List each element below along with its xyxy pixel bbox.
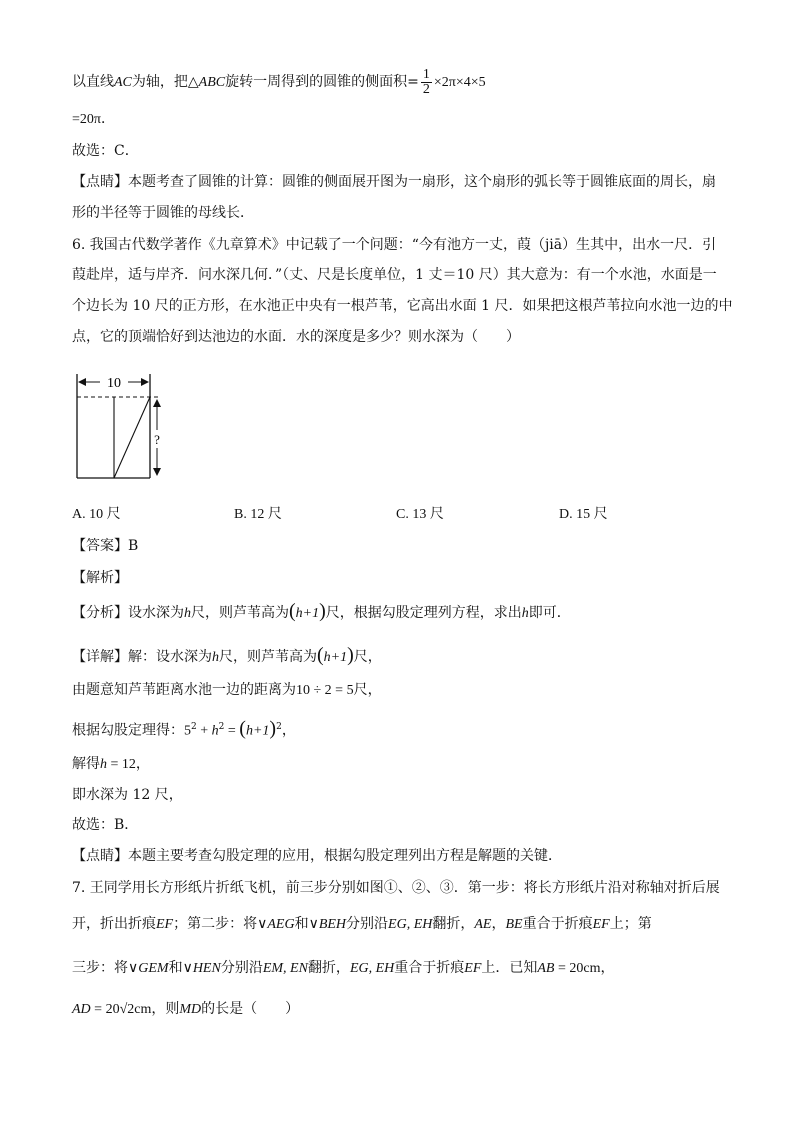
fraction-numerator: 1	[422, 66, 430, 82]
var-h: h	[521, 606, 529, 621]
var-h: h	[100, 757, 107, 772]
q6-xiangjie	[72, 641, 382, 672]
q7-line-3	[72, 958, 614, 979]
q5-line-2: =20π．	[72, 112, 115, 127]
var-hen: ∨HEN	[182, 961, 221, 976]
q6-fenxi	[72, 597, 571, 628]
q7-text: 上；第	[609, 916, 652, 932]
q7-text: 分别沿	[346, 916, 389, 932]
q7-line-1: 7. 王同学用长方形纸片折纸飞机，前三步分别如图①、②、③．第一步：将长方形纸片沿对称轴对折后展	[72, 880, 720, 896]
var-ef: EF	[464, 961, 482, 976]
option-b: B. 12 尺	[234, 507, 282, 522]
reed-pulled	[114, 397, 150, 478]
q7-text: 重合于折痕	[522, 916, 593, 932]
pyth-exp: 2	[191, 722, 197, 732]
paren-open: (	[317, 644, 324, 666]
var-eg-eh: EG, EH	[349, 961, 395, 976]
q7-text: 和	[294, 916, 309, 932]
comment-text: 本题主要考查勾股定理的应用，根据勾股定理列出方程是解题的关键．	[128, 848, 562, 864]
pyth-text: ，	[281, 722, 296, 739]
pyth-exp: 2	[218, 722, 225, 732]
xiangjie-text: 解：设水深为	[128, 649, 212, 665]
q7-text: 三步：将	[72, 960, 128, 976]
q5-line-1	[72, 64, 486, 101]
var-aeg: ∨AEG	[257, 917, 295, 932]
q7-text: 重合于折痕	[394, 960, 465, 976]
q5-text: 旋转一周得到的圆锥的侧面积=	[225, 74, 419, 90]
q6-analysis-tag: 【解析】	[72, 570, 128, 586]
paren-close: )	[347, 644, 354, 666]
q6-line-3: 个边长为 10 尺的正方形，在水池正中央有一根芦苇，它高出水面 1 尺．如果把这根芦苇拉向水池一边的中	[72, 298, 733, 314]
q7-value: = 20cm，	[554, 961, 615, 976]
distance-expr: 10 ÷ 2 = 5	[296, 683, 354, 698]
q6-solve	[72, 754, 150, 775]
q6-comment	[72, 846, 562, 866]
width-label: 10	[107, 376, 121, 391]
var-ae: AE	[474, 917, 492, 932]
q7-text: ，则	[151, 1001, 180, 1017]
pyth-text: 根据勾股定理得：	[72, 722, 184, 739]
pyth-exp: 2	[276, 722, 282, 732]
q5-expr: ×2π×4×5	[433, 75, 486, 90]
q7-text: 翻折，	[432, 916, 475, 932]
pyth-5: 5	[184, 723, 191, 739]
pyth-op: =	[224, 723, 240, 739]
comment-text: 本题考查了圆锥的计算：圆锥的侧面展开图为一扇形，这个扇形的弧长等于圆锥底面的周长，扇	[128, 174, 716, 190]
q6-line-2: 葭赴岸，适与岸齐．问水深几何．”（丈、尺是长度单位，1 丈＝10 尺）其大意为：有一个水池，水面是一	[72, 267, 717, 283]
fenxi-tag: 【分析】	[72, 605, 128, 621]
solve-text: 解得	[72, 756, 100, 772]
solve-value: = 12，	[107, 757, 150, 772]
var-h: h	[211, 723, 219, 739]
paren-close: )	[269, 717, 277, 740]
q6-line-4: 点，它的顶端恰好到达池边的水面．水的深度是多少？则水深为（ ）	[72, 329, 520, 345]
xiangjie-tag: 【详解】	[72, 649, 128, 665]
xiangjie-text: 尺，则芦苇高为	[219, 649, 317, 665]
paren-close: )	[319, 600, 326, 622]
fenxi-text: 即可．	[528, 605, 571, 621]
q6-distance	[72, 680, 382, 701]
q7-text: 的长是（ ）	[201, 1001, 300, 1017]
expr-h-plus-1: h+1	[245, 723, 270, 739]
comment-tag: 【点睛】	[72, 848, 128, 864]
var-ef: EF	[156, 917, 174, 932]
expr-h-plus-1: h+1	[295, 606, 320, 621]
q5-text: 为轴，把△	[131, 74, 199, 90]
q7-text: ；第二步：将	[173, 916, 258, 932]
q7-text: 开，折出折痕	[72, 916, 156, 932]
paren-open: (	[239, 717, 246, 740]
q6-choose: 故选：B．	[72, 817, 139, 833]
var-ab: AB	[537, 961, 555, 976]
var-md: MD	[179, 1002, 202, 1017]
q6-answer: 【答案】B	[72, 538, 139, 554]
q7-text: 翻折，	[307, 960, 350, 976]
expr-h-plus-1: h+1	[323, 650, 348, 665]
q5-choose: 故选：C．	[72, 143, 139, 159]
q7-text: 上．已知	[481, 960, 538, 976]
var-be: BE	[505, 917, 523, 932]
q5-comment-cont: 形的半径等于圆锥的母线长．	[72, 205, 254, 221]
pyth-op: +	[196, 723, 212, 739]
var-eg-eh: EG, EH	[388, 917, 433, 932]
var-ad: AD	[72, 1002, 91, 1017]
fenxi-text: 尺，根据勾股定理列方程，求出	[325, 605, 522, 621]
q7-text: ，	[491, 916, 506, 932]
q7-line-4	[72, 999, 299, 1020]
q7-text: 分别沿	[220, 960, 263, 976]
distance-text: 由题意知芦苇距离水池一边的距离为	[72, 682, 296, 698]
q6-line-1: 6. 我国古代数学著作《九章算术》中记载了一个问题：“今有池方一丈，葭（jiā）生其中，出水一尺．引	[72, 237, 717, 253]
var-ef: EF	[592, 917, 610, 932]
q5-fraction	[421, 68, 432, 97]
option-a: A. 10 尺	[72, 507, 121, 522]
q5-comment	[72, 172, 716, 192]
fraction-denominator: 2	[422, 81, 430, 97]
var-h: h	[184, 606, 191, 621]
q6-pythagoras	[72, 712, 296, 747]
fenxi-text: 尺，则芦苇高为	[191, 605, 289, 621]
var-gem: ∨GEM	[128, 961, 169, 976]
q7-line-2	[72, 914, 652, 935]
var-h: h	[212, 650, 219, 665]
xiangjie-text: 尺，	[353, 649, 382, 665]
option-c: C. 13 尺	[396, 507, 444, 522]
option-d: D. 15 尺	[559, 507, 608, 522]
fenxi-text: 设水深为	[128, 605, 184, 621]
q6-depth: 即水深为 12 尺，	[72, 787, 183, 803]
pool-figure	[70, 370, 180, 485]
distance-text: 尺，	[353, 682, 382, 698]
q7-text: 和	[168, 960, 183, 976]
depth-label: ?	[154, 432, 160, 447]
var-beh: ∨BEH	[308, 917, 347, 932]
q7-value: = 20√2cm	[90, 1002, 152, 1017]
comment-tag: 【点睛】	[72, 174, 128, 190]
q5-var-abc: ABC	[198, 75, 226, 90]
q5-text: 以直线	[72, 74, 114, 90]
paren-open: (	[289, 600, 296, 622]
q5-var-ac: AC	[114, 75, 132, 90]
var-em-en: EM, EN	[262, 961, 308, 976]
